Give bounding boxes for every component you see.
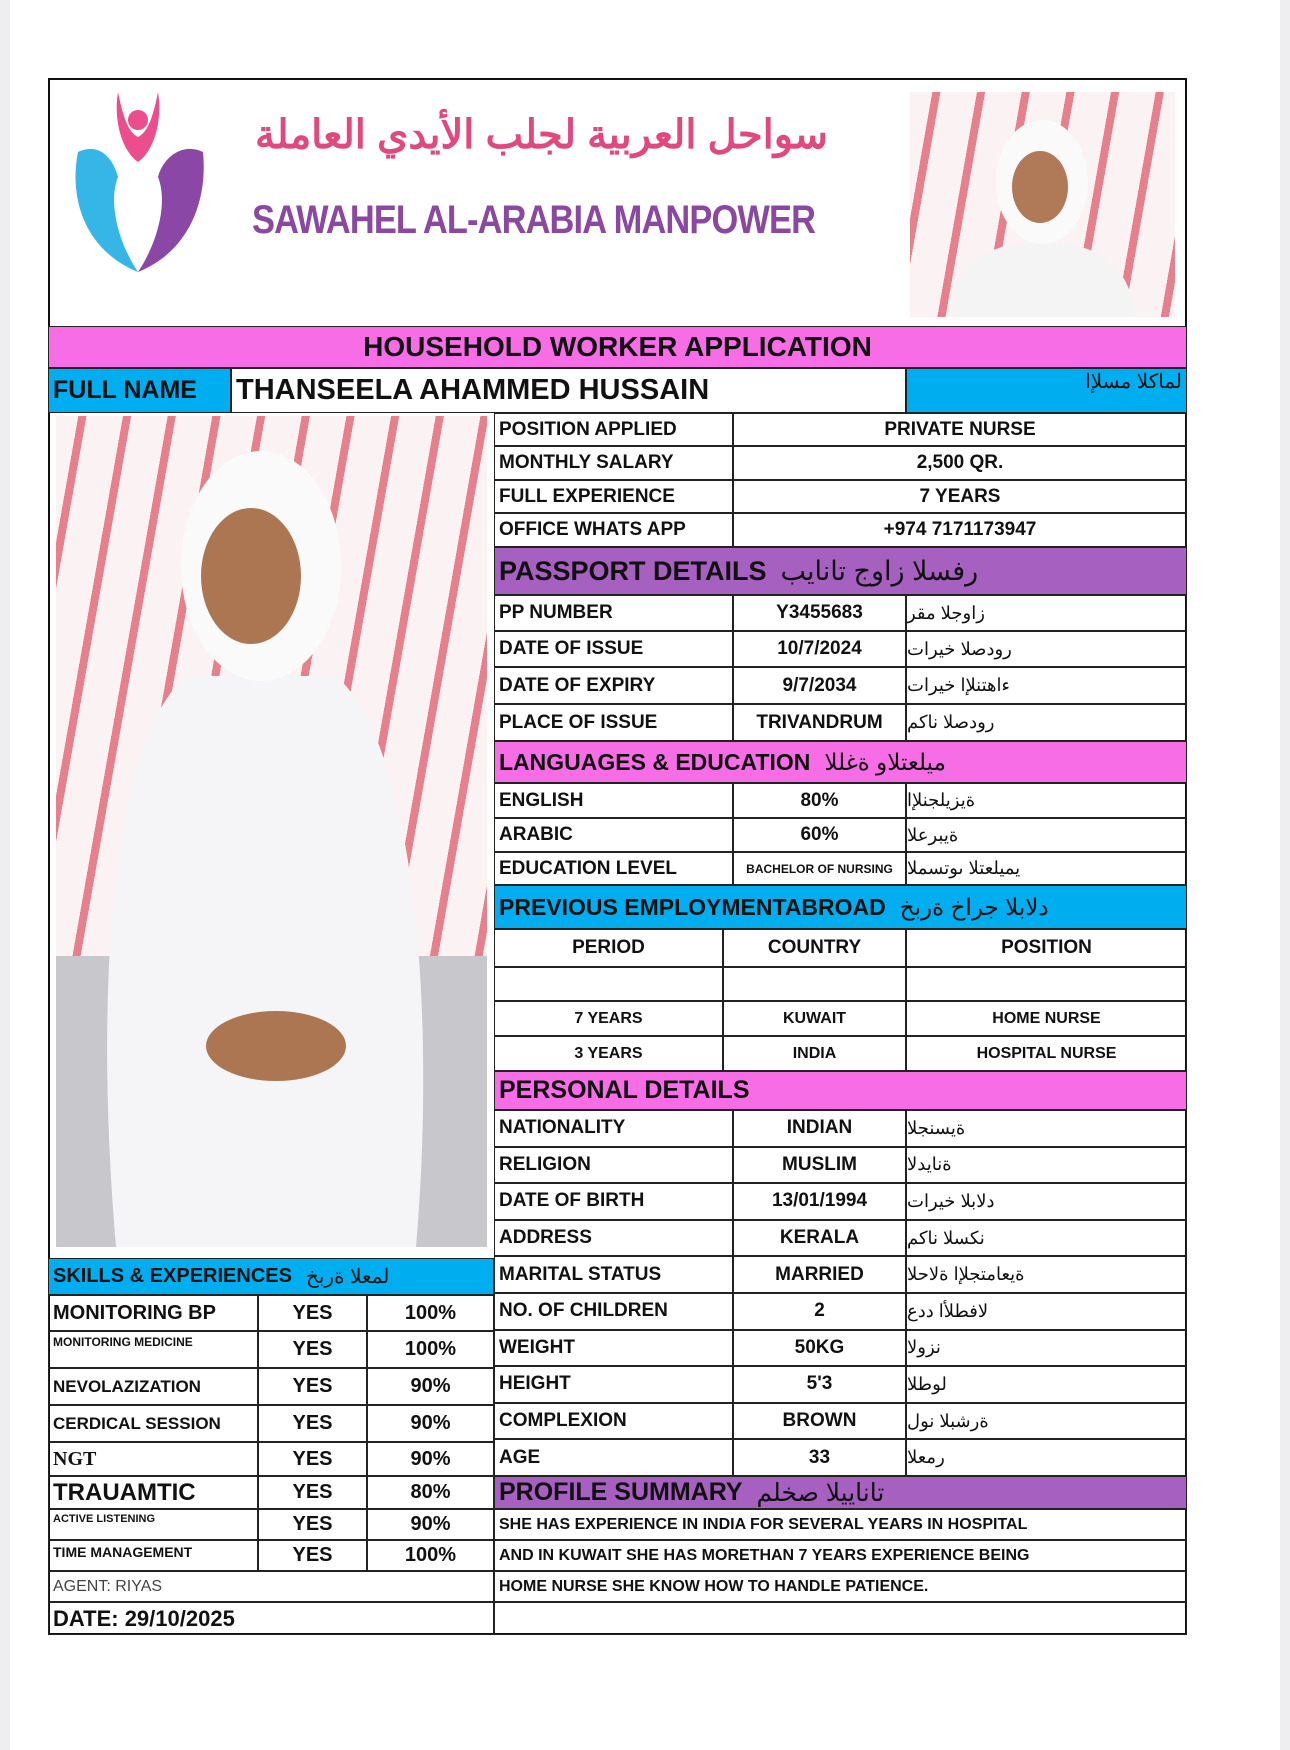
profile-section-header-text: PROFILE SUMMARY xyxy=(499,1478,743,1506)
form-title-text: HOUSEHOLD WORKER APPLICATION xyxy=(363,331,872,362)
skill-has xyxy=(258,1442,367,1476)
personal-row-arabic xyxy=(906,1330,1187,1367)
skill-level xyxy=(367,1509,494,1540)
personal-row-arabic xyxy=(906,1439,1187,1476)
passport-row-label-text: PP NUMBER xyxy=(499,602,613,623)
skill-has xyxy=(258,1405,367,1442)
employment-cell xyxy=(494,1001,723,1036)
skill-level-text: 80% xyxy=(410,1481,451,1503)
personal-row-value-text: KERALA xyxy=(779,1227,860,1249)
personal-row-label-text: MARITAL STATUS xyxy=(499,1263,662,1285)
person-photo-icon xyxy=(56,416,487,1247)
skill-name-text: NEVOLAZIZATION xyxy=(53,1376,201,1396)
skill-level xyxy=(367,1442,494,1476)
personal-row-value-text: 2 xyxy=(814,1300,825,1322)
personal-row-arabic xyxy=(906,1110,1187,1147)
personal-row-arabic xyxy=(906,1256,1187,1293)
profile-summary-line-text: AND IN KUWAIT SHE HAS MORETHAN 7 YEARS EXPERIENCE BEING xyxy=(499,1546,1030,1564)
language-row-label-text: ENGLISH xyxy=(499,789,584,811)
profile-section-header xyxy=(494,1476,1187,1509)
skill-has xyxy=(258,1540,367,1571)
skill-has-text: YES xyxy=(292,1301,333,1324)
personal-row-label xyxy=(494,1147,733,1184)
passport-row-value xyxy=(733,595,906,631)
person-photo-icon xyxy=(910,92,1175,317)
employment-cell xyxy=(723,1001,906,1036)
personal-row-label-text: AGE xyxy=(499,1446,541,1468)
personal-row-value xyxy=(733,1403,906,1440)
employment-cell-text: HOSPITAL NURSE xyxy=(976,1044,1117,1062)
employment-cell-text: 7 YEARS xyxy=(574,1009,643,1027)
personal-row-value-text: MARRIED xyxy=(775,1263,864,1285)
skill-has-text: YES xyxy=(292,1375,333,1397)
language-row-value-text: BACHELOR OF NURSING xyxy=(746,861,893,876)
personal-row-label xyxy=(494,1110,733,1147)
skill-level-text: 90% xyxy=(410,1447,451,1470)
employment-section-header-arabic: دلابلا جراخ ةربخ xyxy=(899,893,1049,920)
applicant-photo-small xyxy=(910,92,1175,317)
job-row-value-text: PRIVATE NURSE xyxy=(884,418,1036,440)
personal-row-value-text: MUSLIM xyxy=(782,1153,857,1175)
skill-name-text: TRAUAMTIC xyxy=(53,1478,196,1506)
full-name-label-text: FULL NAME xyxy=(53,376,197,404)
skill-level-text: 90% xyxy=(410,1412,451,1434)
skill-has xyxy=(258,1476,367,1509)
languages-section-header xyxy=(494,741,1187,783)
employment-column-header xyxy=(723,929,906,967)
personal-row-arabic-text: رمعلا xyxy=(907,1447,945,1468)
employment-cell xyxy=(906,967,1187,1001)
skill-name xyxy=(48,1442,258,1476)
personal-row-label xyxy=(494,1220,733,1257)
language-row-arabic-text: يميلعتلا ىوتسملا xyxy=(907,858,1021,878)
passport-row-label xyxy=(494,704,733,741)
logo-icon xyxy=(58,82,218,277)
personal-row-value-text: BROWN xyxy=(782,1410,857,1432)
skill-level xyxy=(367,1331,494,1368)
passport-row-label xyxy=(494,631,733,667)
employment-cell xyxy=(494,967,723,1001)
personal-row-value-text: 33 xyxy=(808,1446,831,1468)
passport-row-arabic-text: زاوجلا مقر xyxy=(907,602,985,623)
employment-cell xyxy=(494,1036,723,1071)
languages-section-header-arabic: ميلعتلاو ةغللا xyxy=(824,748,946,775)
company-name-english: SAWAHEL AL-ARABIA MANPOWER xyxy=(252,198,816,242)
personal-row-label xyxy=(494,1256,733,1293)
personal-row-value-text: 5'3 xyxy=(806,1373,833,1395)
skill-name-text: ACTIVE LISTENING xyxy=(53,1513,156,1525)
skill-name xyxy=(48,1476,258,1509)
personal-row-arabic-text: نزولا xyxy=(907,1337,941,1358)
personal-row-value xyxy=(733,1183,906,1220)
skill-level xyxy=(367,1368,494,1405)
personal-row-value xyxy=(733,1110,906,1147)
job-row-label-text: POSITION APPLIED xyxy=(499,418,677,440)
skill-name-text: NGT xyxy=(53,1447,97,1470)
personal-row-label-text: NO. OF CHILDREN xyxy=(499,1300,668,1322)
personal-row-arabic-text: ةيعامتجلإا ةلاحلا xyxy=(907,1264,1025,1285)
personal-row-value xyxy=(733,1330,906,1367)
employment-cell xyxy=(906,1001,1187,1036)
personal-row-value xyxy=(733,1256,906,1293)
skill-name xyxy=(48,1405,258,1442)
personal-row-arabic-text: لوطلا xyxy=(907,1373,947,1394)
skill-level-text: 100% xyxy=(404,1338,457,1360)
profile-section-header-arabic: تاناييلا صخلم xyxy=(756,1478,885,1507)
language-row-value xyxy=(733,818,906,852)
full-name-label-arabic xyxy=(906,368,1187,413)
employment-column-header xyxy=(494,929,723,967)
full-name-label-arabic-text: لماكلا مسلإا xyxy=(1085,371,1182,393)
profile-summary-line-text: SHE HAS EXPERIENCE IN INDIA FOR SEVERAL YEARS IN HOSPITAL xyxy=(499,1515,1028,1533)
job-row-value xyxy=(733,513,1187,547)
personal-row-label-text: WEIGHT xyxy=(499,1336,575,1358)
personal-row-arabic-text: دلابلا خيرات xyxy=(907,1190,995,1211)
skill-name-text: MONITORING MEDICINE xyxy=(53,1335,193,1349)
personal-row-arabic-text: ةرشبلا نول xyxy=(907,1410,989,1431)
skills-section-header-arabic: لمعلا ةربخ xyxy=(305,1266,390,1288)
personal-row-label-text: COMPLEXION xyxy=(499,1410,627,1432)
passport-row-value-text: Y3455683 xyxy=(776,602,863,623)
personal-row-arabic-text: ةيسنجلا xyxy=(907,1117,966,1138)
passport-row-label xyxy=(494,595,733,631)
personal-row-value xyxy=(733,1439,906,1476)
profile-summary-line-text: HOME NURSE SHE KNOW HOW TO HANDLE PATIENCE. xyxy=(499,1577,929,1595)
skills-section-header xyxy=(48,1258,494,1295)
personal-row-label-text: ADDRESS xyxy=(499,1227,592,1249)
skill-level xyxy=(367,1295,494,1331)
skill-name-text: CERDICAL SESSION xyxy=(53,1413,221,1433)
employment-column-header-text: COUNTRY xyxy=(767,937,862,958)
company-logo xyxy=(58,82,218,277)
passport-row-value-text: 9/7/2034 xyxy=(782,674,857,696)
personal-row-arabic xyxy=(906,1366,1187,1403)
language-row-arabic xyxy=(906,852,1187,885)
passport-row-arabic xyxy=(906,704,1187,741)
application-date xyxy=(48,1602,494,1635)
personal-row-label xyxy=(494,1183,733,1220)
full-name-value-text: THANSEELA AHAMMED HUSSAIN xyxy=(236,374,710,406)
job-row-value-text: 2,500 QR. xyxy=(916,452,1004,473)
personal-row-label-text: RELIGION xyxy=(499,1153,591,1175)
profile-summary-line xyxy=(494,1571,1187,1602)
personal-row-label-text: DATE OF BIRTH xyxy=(499,1190,645,1212)
skill-has-text: YES xyxy=(292,1544,333,1566)
personal-row-value xyxy=(733,1147,906,1184)
agent-name-text: AGENT: RIYAS xyxy=(53,1577,163,1595)
personal-row-value-text: INDIAN xyxy=(786,1117,853,1139)
personal-row-label xyxy=(494,1439,733,1476)
passport-row-arabic xyxy=(906,631,1187,667)
skill-has xyxy=(258,1509,367,1540)
passport-row-arabic-text: رودصلا خيرات xyxy=(907,638,1012,659)
full-name-value xyxy=(231,368,906,413)
skill-name-text: TIME MANAGEMENT xyxy=(53,1544,193,1560)
skill-name xyxy=(48,1331,258,1368)
personal-row-arabic xyxy=(906,1183,1187,1220)
personal-row-arabic-text: لافطلأا ددع xyxy=(907,1300,989,1321)
application-date-text: DATE: 29/10/2025 xyxy=(53,1605,235,1631)
passport-row-value xyxy=(733,704,906,741)
employment-cell-text: INDIA xyxy=(792,1044,837,1062)
personal-row-label-text: NATIONALITY xyxy=(499,1117,626,1139)
skill-level xyxy=(367,1540,494,1571)
job-row-label-text: MONTHLY SALARY xyxy=(499,452,674,473)
skills-section-header-text: SKILLS & EXPERIENCES xyxy=(53,1265,292,1287)
personal-row-arabic xyxy=(906,1403,1187,1440)
full-name-label xyxy=(48,368,231,413)
employment-section-header xyxy=(494,885,1187,929)
job-row-label xyxy=(494,480,733,513)
personal-row-arabic-text: ةنايدلا xyxy=(907,1154,952,1175)
company-name-arabic: سواحل العربية لجلب الأيدي العاملة xyxy=(255,113,828,157)
passport-row-value-text: TRIVANDRUM xyxy=(756,711,883,733)
agent-name xyxy=(48,1571,494,1602)
personal-row-label-text: HEIGHT xyxy=(499,1373,571,1395)
job-row-label xyxy=(494,413,733,446)
passport-row-label-text: DATE OF ISSUE xyxy=(499,638,644,659)
job-row-value xyxy=(733,446,1187,480)
skill-has-text: YES xyxy=(292,1481,333,1503)
skill-name-text: MONITORING BP xyxy=(53,1301,216,1324)
language-row-value xyxy=(733,783,906,818)
job-row-label xyxy=(494,513,733,547)
language-row-label xyxy=(494,818,733,852)
skill-has xyxy=(258,1331,367,1368)
profile-summary-line xyxy=(494,1540,1187,1571)
skill-level-text: 100% xyxy=(404,1544,457,1566)
job-row-label-text: FULL EXPERIENCE xyxy=(499,485,675,507)
employment-cell xyxy=(723,967,906,1001)
personal-row-arabic-text: نكسلا ناكم xyxy=(907,1227,985,1248)
job-row-value-text: 7 YEARS xyxy=(919,485,1001,507)
form-title xyxy=(48,326,1187,368)
passport-section-header-text: PASSPORT DETAILS xyxy=(499,555,767,586)
personal-section-header-text: PERSONAL DETAILS xyxy=(499,1076,750,1104)
profile-summary-line xyxy=(494,1509,1187,1540)
skill-has-text: YES xyxy=(292,1513,333,1535)
skill-has xyxy=(258,1295,367,1331)
employment-cell-text: KUWAIT xyxy=(782,1009,847,1027)
personal-row-arabic xyxy=(906,1293,1187,1330)
skill-has-text: YES xyxy=(292,1338,333,1360)
language-row-label xyxy=(494,852,733,885)
personal-row-arabic xyxy=(906,1220,1187,1257)
skill-level xyxy=(367,1405,494,1442)
passport-row-value xyxy=(733,667,906,704)
language-row-arabic xyxy=(906,818,1187,852)
skill-has-text: YES xyxy=(292,1447,333,1470)
skill-level xyxy=(367,1476,494,1509)
personal-row-value-text: 50KG xyxy=(794,1336,845,1358)
job-row-value-text: +974 7171173947 xyxy=(883,519,1037,540)
personal-row-label xyxy=(494,1330,733,1367)
language-row-label-text: EDUCATION LEVEL xyxy=(499,857,678,879)
skill-name xyxy=(48,1368,258,1405)
skill-level-text: 100% xyxy=(404,1301,457,1324)
passport-section-header-arabic: رفسلا زاوج تانايب xyxy=(780,555,979,586)
passport-row-arabic xyxy=(906,595,1187,631)
passport-row-value xyxy=(733,631,906,667)
employment-cell xyxy=(723,1036,906,1071)
personal-row-value xyxy=(733,1293,906,1330)
passport-row-label-text: DATE OF EXPIRY xyxy=(499,674,656,696)
job-row-label-text: OFFICE WHATS APP xyxy=(499,519,686,540)
employment-cell-text: 3 YEARS xyxy=(574,1044,643,1062)
language-row-arabic xyxy=(906,783,1187,818)
employment-cell-text: HOME NURSE xyxy=(992,1009,1101,1027)
job-row-value xyxy=(733,413,1187,446)
personal-row-label xyxy=(494,1403,733,1440)
skill-has-text: YES xyxy=(292,1412,333,1434)
language-row-value-text: 80% xyxy=(800,789,839,811)
employment-column-header xyxy=(906,929,1187,967)
applicant-photo-full xyxy=(56,416,487,1247)
language-row-arabic-text: ةيبرعلا xyxy=(907,824,959,845)
skill-name xyxy=(48,1295,258,1331)
passport-section-header xyxy=(494,547,1187,595)
passport-row-value-text: 10/7/2024 xyxy=(777,638,862,659)
personal-section-header xyxy=(494,1071,1187,1110)
personal-row-arabic xyxy=(906,1147,1187,1184)
language-row-value xyxy=(733,852,906,885)
personal-row-label xyxy=(494,1366,733,1403)
profile-summary-line xyxy=(494,1602,1187,1635)
passport-row-label-text: PLACE OF ISSUE xyxy=(499,711,658,733)
employment-column-header-text: POSITION xyxy=(1001,937,1092,958)
personal-row-value-text: 13/01/1994 xyxy=(771,1190,868,1212)
skill-name xyxy=(48,1509,258,1540)
employment-section-header-text: PREVIOUS EMPLOYMENTABROAD xyxy=(499,893,886,920)
skill-level-text: 90% xyxy=(410,1375,451,1397)
employment-column-header-text: PERIOD xyxy=(572,937,645,958)
language-row-label-text: ARABIC xyxy=(499,824,573,845)
language-row-arabic-text: ةيزيلجنلإا xyxy=(907,790,976,810)
passport-row-arabic-text: رودصلا ناكم xyxy=(907,712,995,732)
language-row-value-text: 60% xyxy=(800,824,839,845)
personal-row-label xyxy=(494,1293,733,1330)
personal-row-value xyxy=(733,1220,906,1257)
passport-row-arabic-text: ءاهتنلإا خيرات xyxy=(907,675,1010,695)
passport-row-arabic xyxy=(906,667,1187,704)
skill-level-text: 90% xyxy=(410,1513,451,1535)
skill-has xyxy=(258,1368,367,1405)
passport-row-label xyxy=(494,667,733,704)
skill-name xyxy=(48,1540,258,1571)
job-row-label xyxy=(494,446,733,480)
employment-cell xyxy=(906,1036,1187,1071)
languages-section-header-text: LANGUAGES & EDUCATION xyxy=(499,748,811,775)
personal-row-value xyxy=(733,1366,906,1403)
language-row-label xyxy=(494,783,733,818)
job-row-value xyxy=(733,480,1187,513)
